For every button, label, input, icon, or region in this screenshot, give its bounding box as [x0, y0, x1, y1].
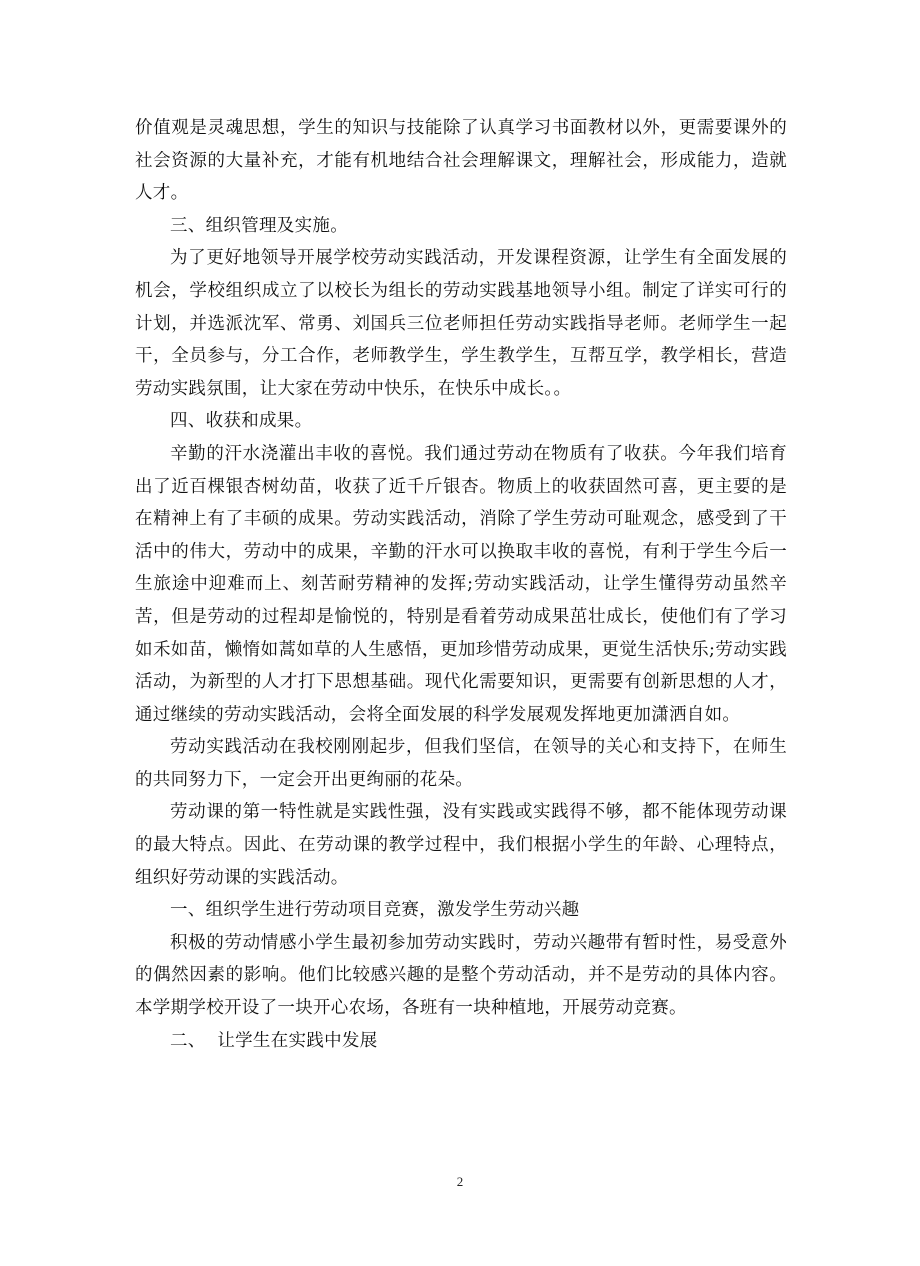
paragraph-values: 价值观是灵魂思想，学生的知识与技能除了认真学习书面教材以外，更需要课外的社会资源的大量补充，才能有机地结合社会理解课文，理解社会，形成能力，造就人才。 [135, 118, 787, 204]
heading-organization: 三、组织管理及实施。 [170, 215, 348, 236]
heading-development: 二、 让学生在实践中发展 [170, 1030, 378, 1051]
paragraph-outlook: 劳动实践活动在我校刚刚起步，但我们坚信，在领导的关心和支持下，在师生的共同努力下，一定会开出更绚丽的花朵。 [135, 737, 787, 790]
page-number: 2 [456, 1174, 464, 1189]
paragraph-results: 辛勤的汗水浇灌出丰收的喜悦。我们通过劳动在物质有了收获。今年我们培育出了近百棵银杏树幼苗，收获了近千斤银杏。物质上的收获固然可喜，更主要的是在精神上有了丰硕的成果。劳动实践活动，消除了学生劳动可耻观念，感受到了干活中的伟大，劳动中的成果，辛勤的汗水可以换取丰收的喜悦，有利于学生今后一生旅途中迎难而上、刻苦耐劳精神的发挥;劳动实践活动，让学生懂得劳动虽然辛苦，但是劳动的过程却是愉悦的，特别是看着劳动成果茁壮成长，使他们有了学习如禾如苗，懒惰如蒿如草的人生感悟，更加珍惜劳动成果，更觉生活快乐;劳动实践活动，为新型的人才打下思想基础。现代化需要知识，更需要有创新思想的人才，通过继续的劳动实践活动，会将全面发展的科学发展观发挥地更加潇洒自如。 [135, 443, 787, 725]
document-body [135, 112, 787, 1057]
paragraph-practice: 劳动课的第一特性就是实践性强，没有实践或实践得不够，都不能体现劳动课的最大特点。因此、在劳动课的教学过程中，我们根据小学生的年龄、心理特点，组织好劳动课的实践活动。 [135, 802, 787, 888]
paragraph-organization: 为了更好地领导开展学校劳动实践活动，开发课程资源，让学生有全面发展的机会，学校组织成立了以校长为组长的劳动实践基地领导小组。制定了详实可行的计划，并选派沈军、常勇、刘国兵三位老师担任劳动实践指导老师。老师学生一起干，全员参与，分工合作，老师教学生，学生教学生，互帮互学，教学相长，营造劳动实践氛围，让大家在劳动中快乐，在快乐中成长。。 [135, 248, 787, 399]
heading-results: 四、收获和成果。 [170, 411, 313, 432]
paragraph-competition: 积极的劳动情感小学生最初参加劳动实践时，劳动兴趣带有暂时性，易受意外的偶然因素的影响。他们比较感兴趣的是整个劳动活动，并不是劳动的具体内容。本学期学校开设了一块开心农场，各班有一块种植地，开展劳动竞赛。 [135, 932, 787, 1019]
heading-competition: 一、组织学生进行劳动项目竞赛，激发学生劳动兴趣 [170, 900, 580, 921]
